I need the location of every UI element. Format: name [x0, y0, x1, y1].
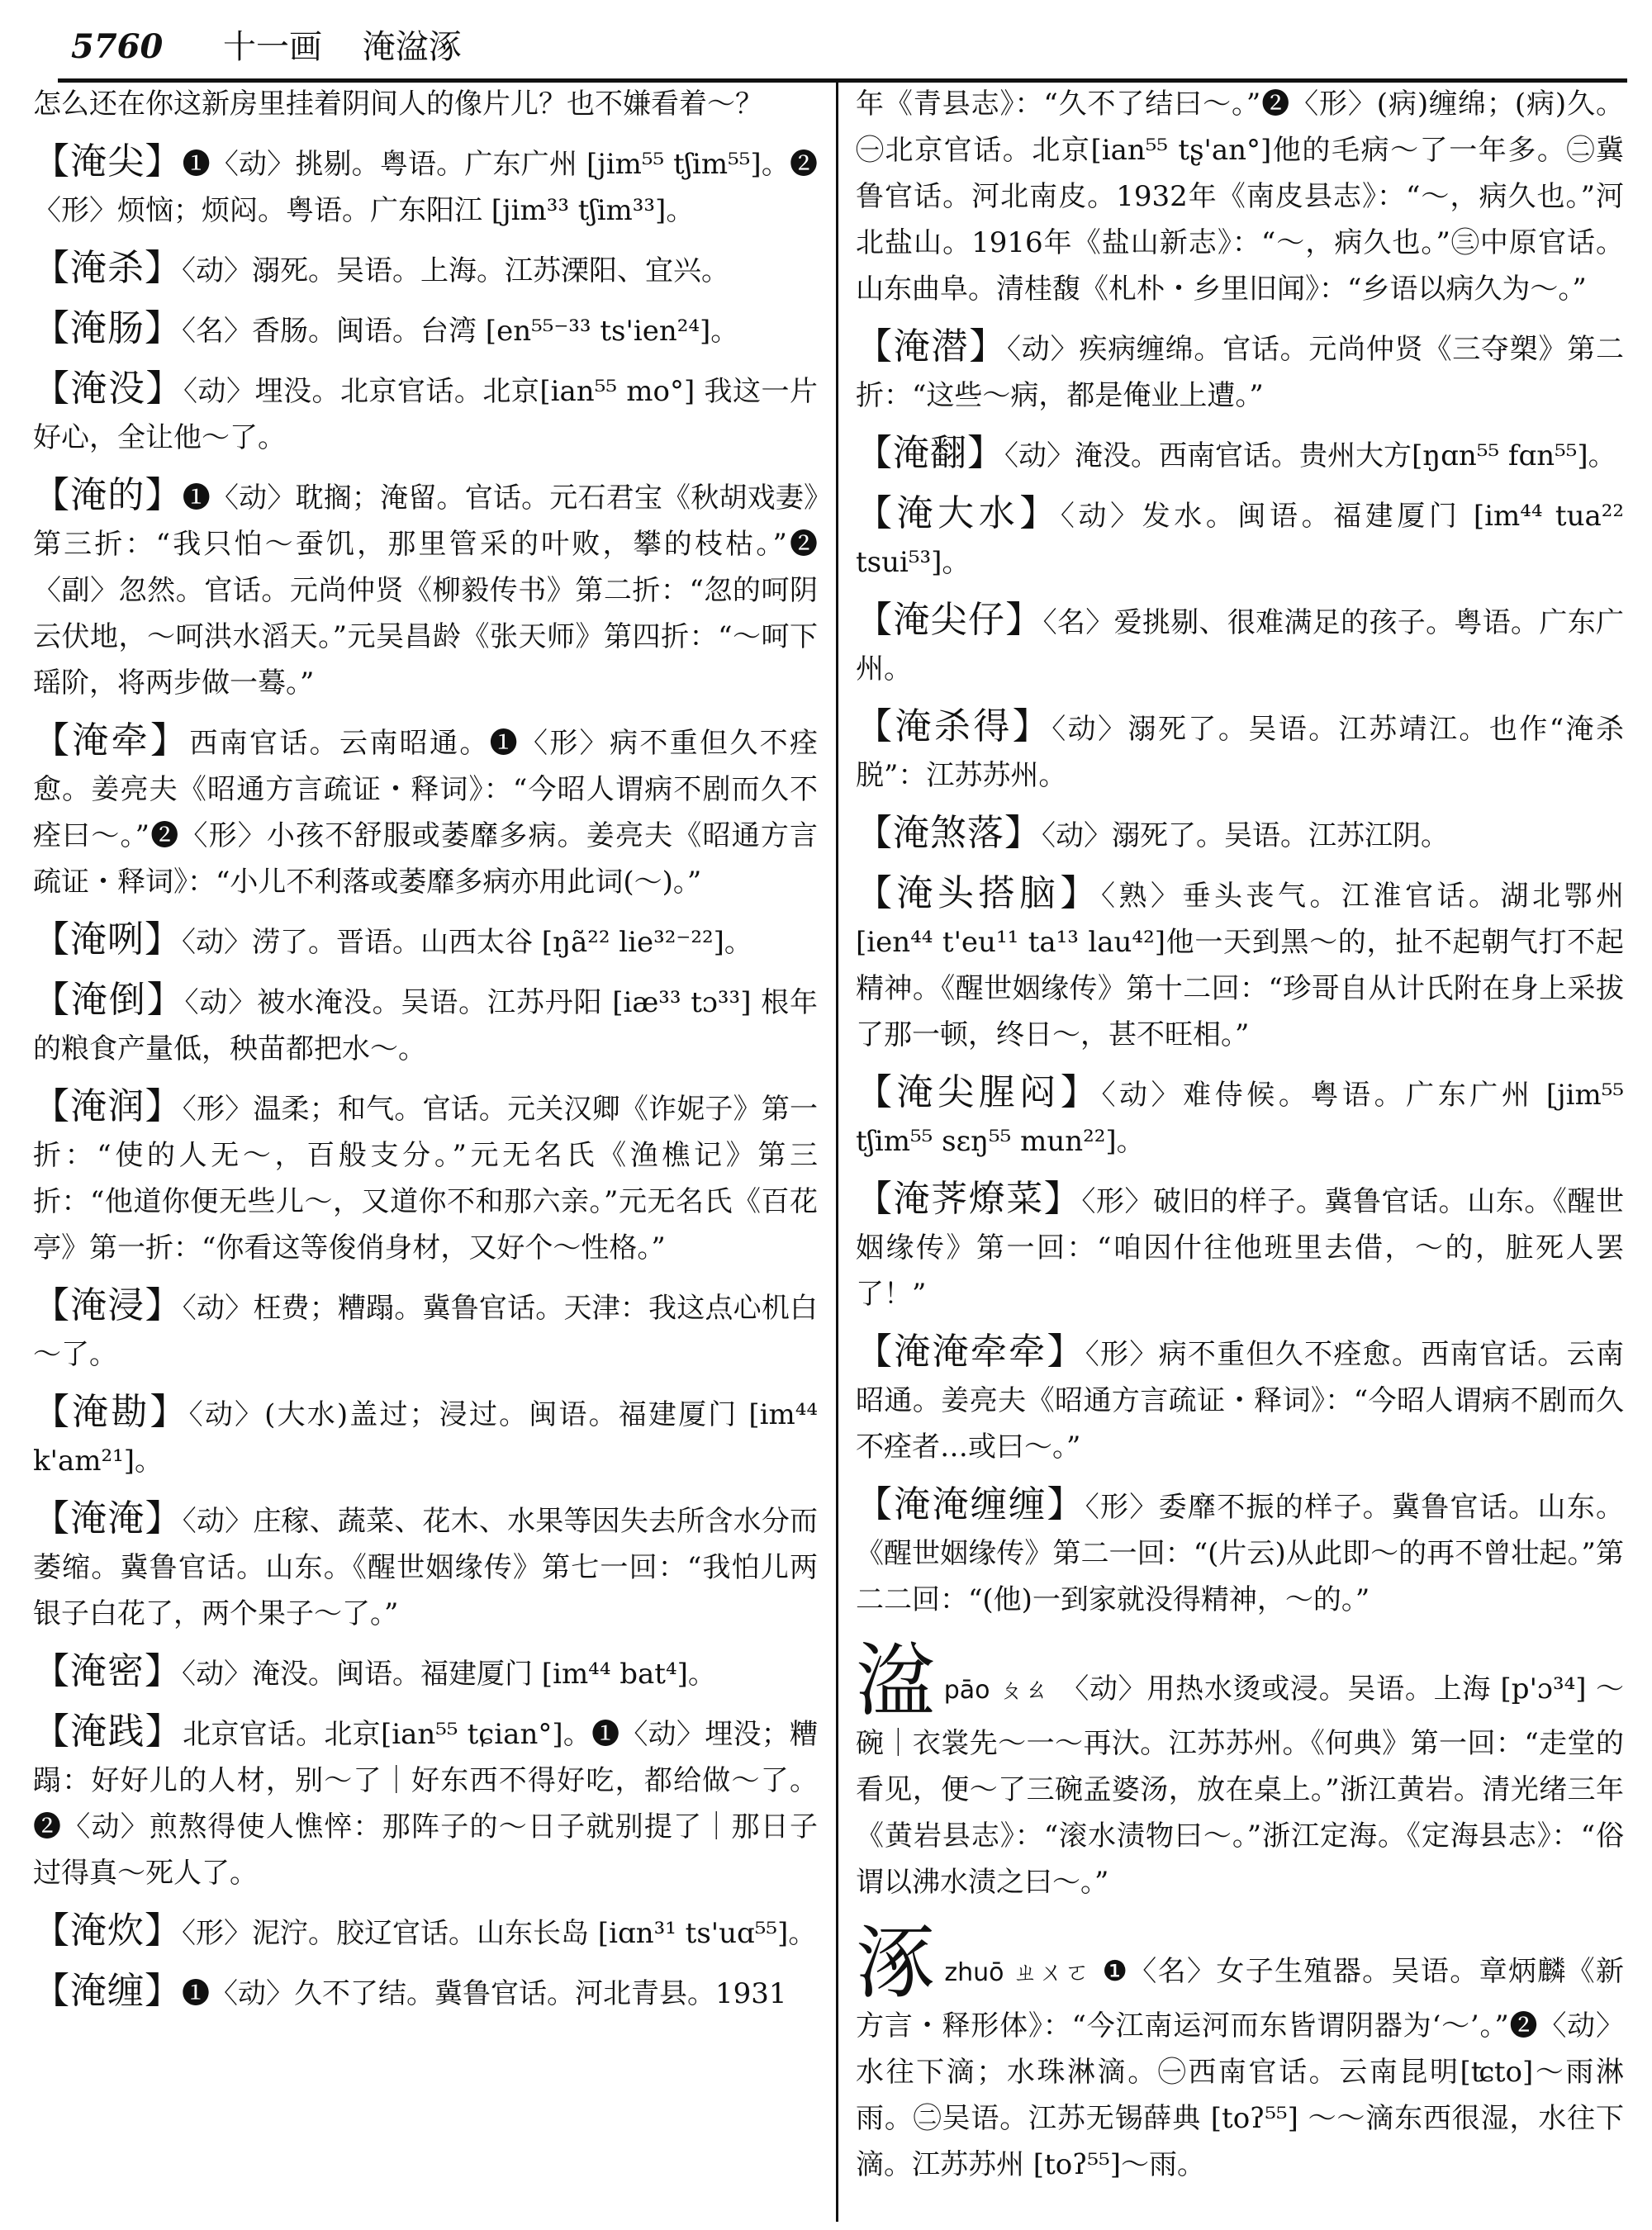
entry-headword: 【淹淹牵牵】 — [856, 1331, 1085, 1373]
entry-text: 〈动〉发水。闽语。福建厦门 [im⁴⁴ tua²² tsui⁵³]。 — [856, 500, 1624, 579]
entry-text: 〈动〉庄稼、蔬菜、花木、水果等因失去所含水分而萎缩。冀鲁官话。山东。《醒世姻缘传》第七一回：“我怕儿两银子白花了，两个果子～了。” — [33, 1505, 818, 1630]
column-divider — [836, 83, 838, 2222]
dictionary-entry — [33, 306, 818, 354]
entry-headword: 【淹润】 — [33, 1085, 183, 1127]
character-headword: 涿 — [856, 1917, 937, 2009]
entry-headword: 【淹大水】 — [856, 492, 1061, 534]
dictionary-entry — [856, 324, 1624, 419]
entry-text: 〈名〉香肠。闽语。台湾 [en⁵⁵⁻³³ ts'ien²⁴]。 — [182, 315, 739, 348]
dictionary-entry — [33, 81, 818, 127]
left-column — [33, 81, 818, 2222]
entry-text: 〈动〉溺死了。吴语。江苏靖江。也作“淹杀脱”：江苏苏州。 — [856, 713, 1624, 792]
entry-headword: 【淹翻】 — [856, 432, 1004, 474]
entry-text: 〈动〉难侍候。粤语。广东广州 [jim⁵⁵ tʃim⁵⁵ sɛŋ⁵⁵ mun²²]。 — [856, 1079, 1624, 1158]
character-entry — [856, 1635, 1624, 1905]
dictionary-entry — [33, 1649, 818, 1697]
entry-text: 〈动〉枉费；糟蹋。冀鲁官话。天津：我这点心机白～了。 — [33, 1292, 818, 1371]
dictionary-entry — [856, 1482, 1624, 1623]
dictionary-entry — [856, 704, 1624, 799]
entry-headword: 【淹淹】 — [33, 1497, 183, 1540]
entry-text: 年《青县志》：“久不了结曰～。”❷〈形〉(病)缠绵；(病)久。㊀北京官话。北京[ian⁵⁵ tʂ'an°]他的毛病～了一年多。㊁冀鲁官话。河北南皮。1932年《南皮县志》：“～，病久也。”河北盐山。1916年《盐山新志》：“～，病久也。”㊂中原官话。山东曲阜。清桂馥《札朴・乡里旧闻》：“乡语以病久为～。” — [856, 88, 1624, 306]
entry-headword: 【淹尖腥闷】 — [856, 1071, 1102, 1113]
dictionary-entry — [856, 1329, 1624, 1470]
page-characters: 淹湓涿 — [362, 28, 462, 66]
entry-headword: 【淹咧】 — [33, 918, 182, 961]
dictionary-entry — [856, 1176, 1624, 1317]
entry-text: 〈动〉埋没。北京官话。北京[ian⁵⁵ mo°] 我这一片好心，全让他～了。 — [33, 375, 818, 454]
character-pinyin: pāo ㄆㄠ — [943, 1676, 1050, 1705]
entry-headword: 【淹荠燎菜】 — [856, 1178, 1082, 1220]
dictionary-entry — [856, 430, 1624, 479]
entry-text: 〈熟〉垂头丧气。江淮官话。湖北鄂州 [ien⁴⁴ t'eu¹¹ ta¹³ lau⁴²]他一天到黑～的，扯不起朝气打不起精神。《醒世姻缘传》第十二回：“珍哥自从计氏附在身上采拔了那一顿，终日～，甚不旺相。” — [856, 880, 1624, 1051]
entry-text: 〈动〉淹没。闽语。福建厦门 [im⁴⁴ bat⁴]。 — [182, 1658, 716, 1691]
entry-text: 〈动〉涝了。晋语。山西太谷 [ŋã²² lie³²⁻²²]。 — [182, 926, 752, 959]
dictionary-entry — [856, 1070, 1624, 1165]
dictionary-entry — [33, 1908, 818, 1957]
entry-headword: 【淹勘】 — [33, 1391, 189, 1433]
entry-headword: 【淹杀得】 — [856, 705, 1052, 747]
entry-headword: 【淹尖仔】 — [856, 599, 1043, 641]
entry-headword: 【淹浸】 — [33, 1284, 183, 1326]
entry-text: 西南官话。云南昭通。❶〈形〉病不重但久不痊愈。姜亮夫《昭通方言疏证・释词》：“今昭人谓病不剧而久不痊曰～。”❷〈形〉小孩不舒服或萎靡多病。姜亮夫《昭通方言疏证・释词》：“小儿不利落或萎靡多病亦用此词(～)。” — [33, 727, 818, 899]
entry-headword: 【淹肠】 — [33, 307, 182, 349]
dictionary-entry — [33, 472, 818, 706]
dictionary-entry — [856, 871, 1624, 1058]
entry-text: 怎么还在你这新房里挂着阴间人的像片儿？也不嫌看着～？ — [33, 88, 763, 121]
dictionary-entry — [33, 1968, 818, 2017]
dictionary-entry — [856, 597, 1624, 692]
dictionary-entry — [33, 245, 818, 294]
entry-text: ❶〈动〉久不了结。冀鲁官话。河北青县。1931 — [182, 1977, 787, 2010]
entry-headword: 【淹头搭脑】 — [856, 872, 1101, 914]
entry-headword: 【淹缠】 — [33, 1970, 182, 2012]
entry-text: 北京官话。北京[ian⁵⁵ tɕian°]。❶〈动〉埋没；糟蹋：好好儿的人材，别～了｜好东西不得好吃，都给做～了。❷〈动〉煎熬得使人憔悴：那阵子的～日子就别提了｜那日子过得真～死人了。 — [33, 1718, 818, 1890]
entry-text: ❶〈动〉挑剔。粤语。广东广州 [jim⁵⁵ tʃim⁵⁵]。❷〈形〉烦恼；烦闷。粤语。广东阳江 [jim³³ tʃim³³]。 — [33, 148, 818, 227]
entry-text: 〈形〉病不重但久不痊愈。西南官话。云南昭通。姜亮夫《昭通方言疏证・释词》：“今昭人谓病不剧而久不痊者…或曰～。” — [856, 1338, 1624, 1464]
entry-headword: 【淹没】 — [33, 368, 183, 410]
character-entry — [856, 1917, 1624, 2188]
dictionary-entry — [33, 366, 818, 461]
entry-headword: 【淹煞落】 — [856, 812, 1042, 854]
entry-headword: 【淹牵】 — [33, 719, 190, 762]
entry-headword: 【淹淹缠缠】 — [856, 1483, 1085, 1525]
entry-headword: 【淹践】 — [33, 1710, 183, 1753]
dictionary-entry — [33, 1389, 818, 1484]
entry-text: 〈动〉疾病缠绵。官话。元尚仲贤《三夺槊》第二折：“这些～病，都是俺业上遭。” — [856, 333, 1624, 412]
entry-headword: 【淹尖】 — [33, 140, 183, 183]
entry-text: 〈动〉溺死。吴语。上海。江苏溧阳、宜兴。 — [182, 254, 729, 287]
dictionary-entry — [33, 1283, 818, 1378]
entry-text: 〈动〉溺死了。吴语。江苏江阴。 — [1042, 819, 1449, 852]
stroke-section: 十一画 — [223, 28, 323, 66]
entry-text: 〈动〉被水淹没。吴语。江苏丹阳 [iæ³³ tɔ³³] 根年的粮食产量低，秧苗都把水～。 — [33, 986, 818, 1065]
dictionary-entry — [856, 810, 1624, 859]
entry-headword: 【淹的】 — [33, 474, 183, 516]
entry-headword: 【淹潜】 — [856, 325, 1008, 368]
right-column — [856, 81, 1624, 2222]
dictionary-entry — [33, 1709, 818, 1896]
entry-text: 〈动〉用热水烫或浸。吴语。上海 [p'ɔ³⁴] ～碗｜衣裳先～一～再汏。江苏苏州。《何典》第一回：“走堂的看见，便～了三碗孟婆汤，放在桌上。”浙江黄岩。清光绪三年《黄岩县志》：“滚水渍物曰～。”浙江定海。《定海县志》：“俗谓以沸水渍之曰～。” — [856, 1672, 1624, 1899]
character-headword: 湓 — [856, 1635, 936, 1727]
entry-headword: 【淹杀】 — [33, 247, 182, 289]
dictionary-entry — [856, 81, 1624, 312]
entry-text: 〈动〉淹没。西南官话。贵州大方[ŋɑn⁵⁵ fɑn⁵⁵]。 — [1004, 439, 1616, 472]
entry-headword: 【淹倒】 — [33, 979, 185, 1021]
page-number: 5760 — [71, 27, 164, 66]
entry-text: ❶〈动〉耽搁；淹留。官话。元石君宝《秋胡戏妻》第三折：“我只怕～蚕饥，那里管采的叶败，攀的枝枯。”❷〈副〉忽然。官话。元尚仲贤《柳毅传书》第二折：“忽的呵阴云伏地，～呵洪水滔天。”元吴昌龄《张天师》第四折：“～呵下瑶阶，将两步做一蓦。” — [33, 482, 818, 700]
entry-headword: 【淹炊】 — [33, 1910, 182, 1952]
entry-text: 〈名〉爱挑剔、很难满足的孩子。粤语。广东广州。 — [856, 606, 1624, 686]
dictionary-entry — [33, 977, 818, 1072]
page-header — [71, 18, 1652, 76]
dictionary-entry — [33, 1496, 818, 1637]
entry-text: 〈动〉(大水)盖过；浸过。闽语。福建厦门 [im⁴⁴ k'am²¹]。 — [33, 1398, 818, 1478]
character-pinyin: zhuō ㄓㄨㄛ — [944, 1958, 1091, 1987]
dictionary-entry — [33, 718, 818, 905]
dictionary-entry — [856, 491, 1624, 586]
entry-headword: 【淹密】 — [33, 1650, 182, 1692]
entry-text: 〈形〉破旧的样子。冀鲁官话。山东。《醒世姻缘传》第一回：“咱因什往他班里去借，～的，脏死人罢了！” — [856, 1185, 1624, 1311]
entry-text: 〈形〉泥泞。胶辽官话。山东长岛 [iɑn³¹ ts'uɑ⁵⁵]。 — [182, 1917, 817, 1950]
dictionary-entry — [33, 1084, 818, 1271]
entry-text: 〈形〉委靡不振的样子。冀鲁官话。山东。《醒世姻缘传》第二一回：“(片云)从此即～的再不曾壮起。”第二二回：“(他)一到家就没得精神，～的。” — [856, 1491, 1624, 1616]
entry-text: ❶〈名〉女子生殖器。吴语。章炳麟《新方言・释形体》：“今江南运河而东皆谓阴器为‘～’。”❷〈动〉水往下滴；水珠淋滴。㊀西南官话。云南昆明[ʨto]～雨淋雨。㊁吴语。江苏无锡薛典 [toʔ⁵⁵] ～～滴东西很湿，水往下滴。江苏苏州 [toʔ⁵⁵]～雨。 — [856, 1955, 1624, 2181]
dictionary-entry — [33, 917, 818, 966]
dictionary-entry — [33, 139, 818, 234]
entry-text: 〈形〉温柔；和气。官话。元关汉卿《诈妮子》第一折：“使的人无～，百般支分。”元无名氏《渔樵记》第三折：“他道你便无些儿～，又道你不和那六亲。”元无名氏《百花亭》第一折：“你看这等俊俏身材，又好个～性格。” — [33, 1093, 818, 1264]
